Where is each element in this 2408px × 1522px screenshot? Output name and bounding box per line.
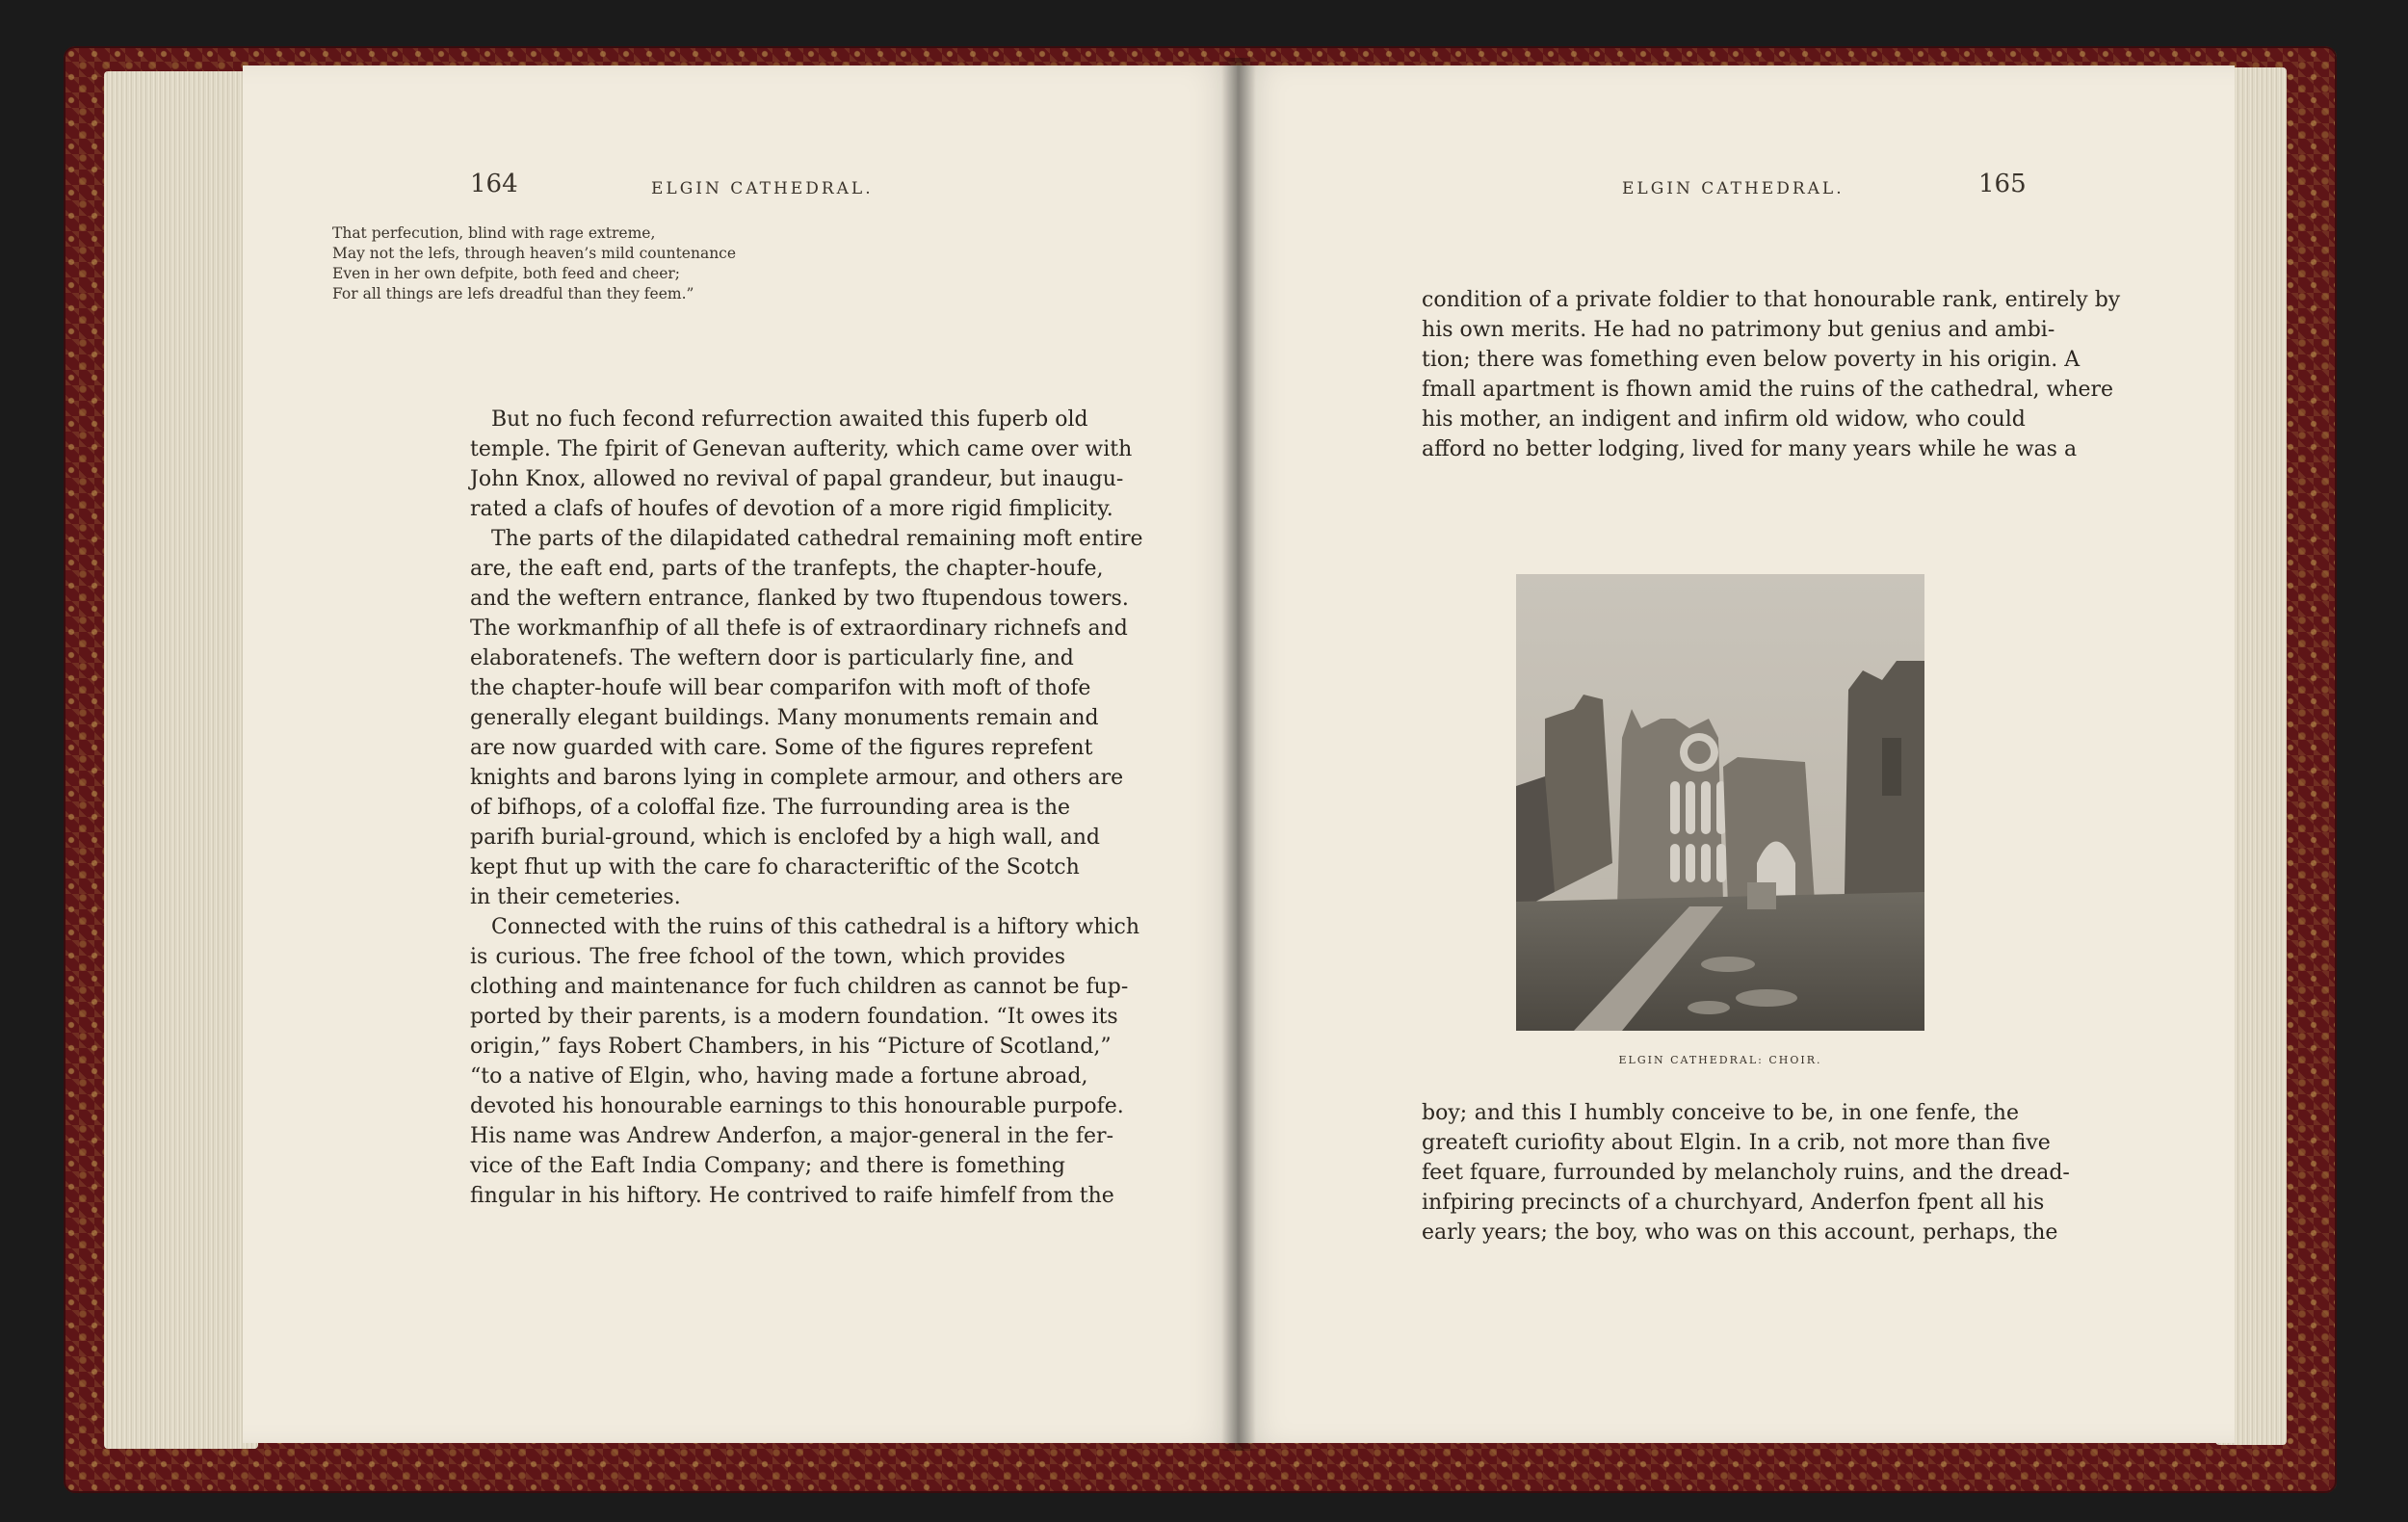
right-body-text-top	[1422, 285, 2121, 464]
text-line: are now guarded with care. Some of the figures reprefent	[470, 736, 1093, 760]
poem-line: May not the lefs, through heaven’s mild countenance	[332, 245, 737, 262]
text-line: vice of the Eaft India Company; and there is fomething	[470, 1154, 1065, 1178]
page-edges-left	[104, 71, 258, 1449]
cathedral-choir-photo	[1516, 574, 1924, 1031]
text-line: devoted his honourable earnings to this honourable purpofe.	[470, 1094, 1124, 1118]
text-line: kept fhut up with the care fo characteriftic of the Scotch	[470, 855, 1080, 879]
text-line: fmall apartment is fhown amid the ruins of the cathedral, where	[1422, 378, 2114, 402]
poem-line: For all things are lefs dreadful than they feem.”	[332, 285, 694, 302]
text-line: feet fquare, furrounded by melancholy ruins, and the dread-	[1422, 1161, 2070, 1185]
text-line: the chapter-houfe will bear comparifon with moft of thofe	[470, 676, 1091, 700]
text-line: tion; there was fomething even below poverty in his origin. A	[1422, 348, 2081, 372]
text-line: rated a clafs of houfes of devotion of a more rigid fimplicity.	[470, 497, 1113, 521]
text-line: temple. The fpirit of Genevan aufterity, which came over with	[470, 437, 1133, 461]
right-page-number: 165	[1978, 170, 2027, 198]
text-line: early years; the boy, who was on this account, perhaps, the	[1422, 1220, 2058, 1245]
right-running-head: ELGIN CATHEDRAL.	[1622, 179, 1845, 198]
text-line: The workmanfhip of all thefe is of extraordinary richnefs and	[470, 617, 1128, 641]
text-line: “to a native of Elgin, who, having made a fortune abroad,	[470, 1064, 1088, 1089]
text-line: his mother, an indigent and infirm old widow, who could	[1422, 407, 2026, 432]
text-line: John Knox, allowed no revival of papal grandeur, but inaugu-	[470, 467, 1124, 491]
text-line: and the weftern entrance, flanked by two ftupendous towers.	[470, 587, 1129, 611]
text-line: of bifhops, of a coloffal fize. The furrounding area is the	[470, 796, 1071, 820]
text-line: parifh burial-ground, which is enclofed by a high wall, and	[470, 826, 1101, 850]
text-line: infpiring precincts of a churchyard, Anderfon fpent all his	[1422, 1191, 2045, 1215]
text-line: Connected with the ruins of this cathedral is a hiftory which	[470, 915, 1140, 939]
text-line: afford no better lodging, lived for many years while he was a	[1422, 437, 2078, 461]
text-line: elaboratenefs. The weftern door is particularly fine, and	[470, 646, 1074, 670]
book-gutter	[1221, 58, 1256, 1451]
poem-line: That perfecution, blind with rage extreme,	[332, 224, 656, 242]
right-body-text-bottom	[1422, 1098, 2070, 1247]
text-line: greateft curiofity about Elgin. In a crib, not more than five	[1422, 1131, 2051, 1155]
poem-line: Even in her own defpite, both feed and cheer;	[332, 265, 681, 282]
left-page-number: 164	[470, 170, 518, 198]
left-body-text	[470, 405, 1143, 1211]
text-line: But no fuch fecond refurrection awaited this fuperb old	[470, 407, 1088, 432]
text-line: is curious. The free fchool of the town, which provides	[470, 945, 1065, 969]
text-line: his own merits. He had no patrimony but genius and ambi-	[1422, 318, 2055, 342]
text-line: His name was Andrew Anderfon, a major-general in the fer-	[470, 1124, 1114, 1148]
text-line: fingular in his hiftory. He contrived to raife himfelf from the	[470, 1184, 1114, 1208]
text-line: knights and barons lying in complete armour, and others are	[470, 766, 1124, 790]
text-line: condition of a private foldier to that honourable rank, entirely by	[1422, 288, 2121, 312]
text-line: in their cemeteries.	[470, 885, 681, 909]
text-line: clothing and maintenance for fuch children as cannot be fup-	[470, 975, 1129, 999]
text-line: The parts of the dilapidated cathedral remaining moft entire	[470, 527, 1143, 551]
text-line: are, the eaft end, parts of the tranfepts, the chapter-houfe,	[470, 557, 1104, 581]
photo-caption: ELGIN CATHEDRAL: CHOIR.	[1618, 1054, 1822, 1066]
text-line: origin,” fays Robert Chambers, in his “Picture of Scotland,”	[470, 1035, 1112, 1059]
text-line: generally elegant buildings. Many monuments remain and	[470, 706, 1099, 730]
left-running-head: ELGIN CATHEDRAL.	[651, 179, 874, 198]
text-line: ported by their parents, is a modern foundation. “It owes its	[470, 1005, 1118, 1029]
text-line: boy; and this I humbly conceive to be, in one fenfe, the	[1422, 1101, 2019, 1125]
poem-stanza	[332, 223, 910, 304]
